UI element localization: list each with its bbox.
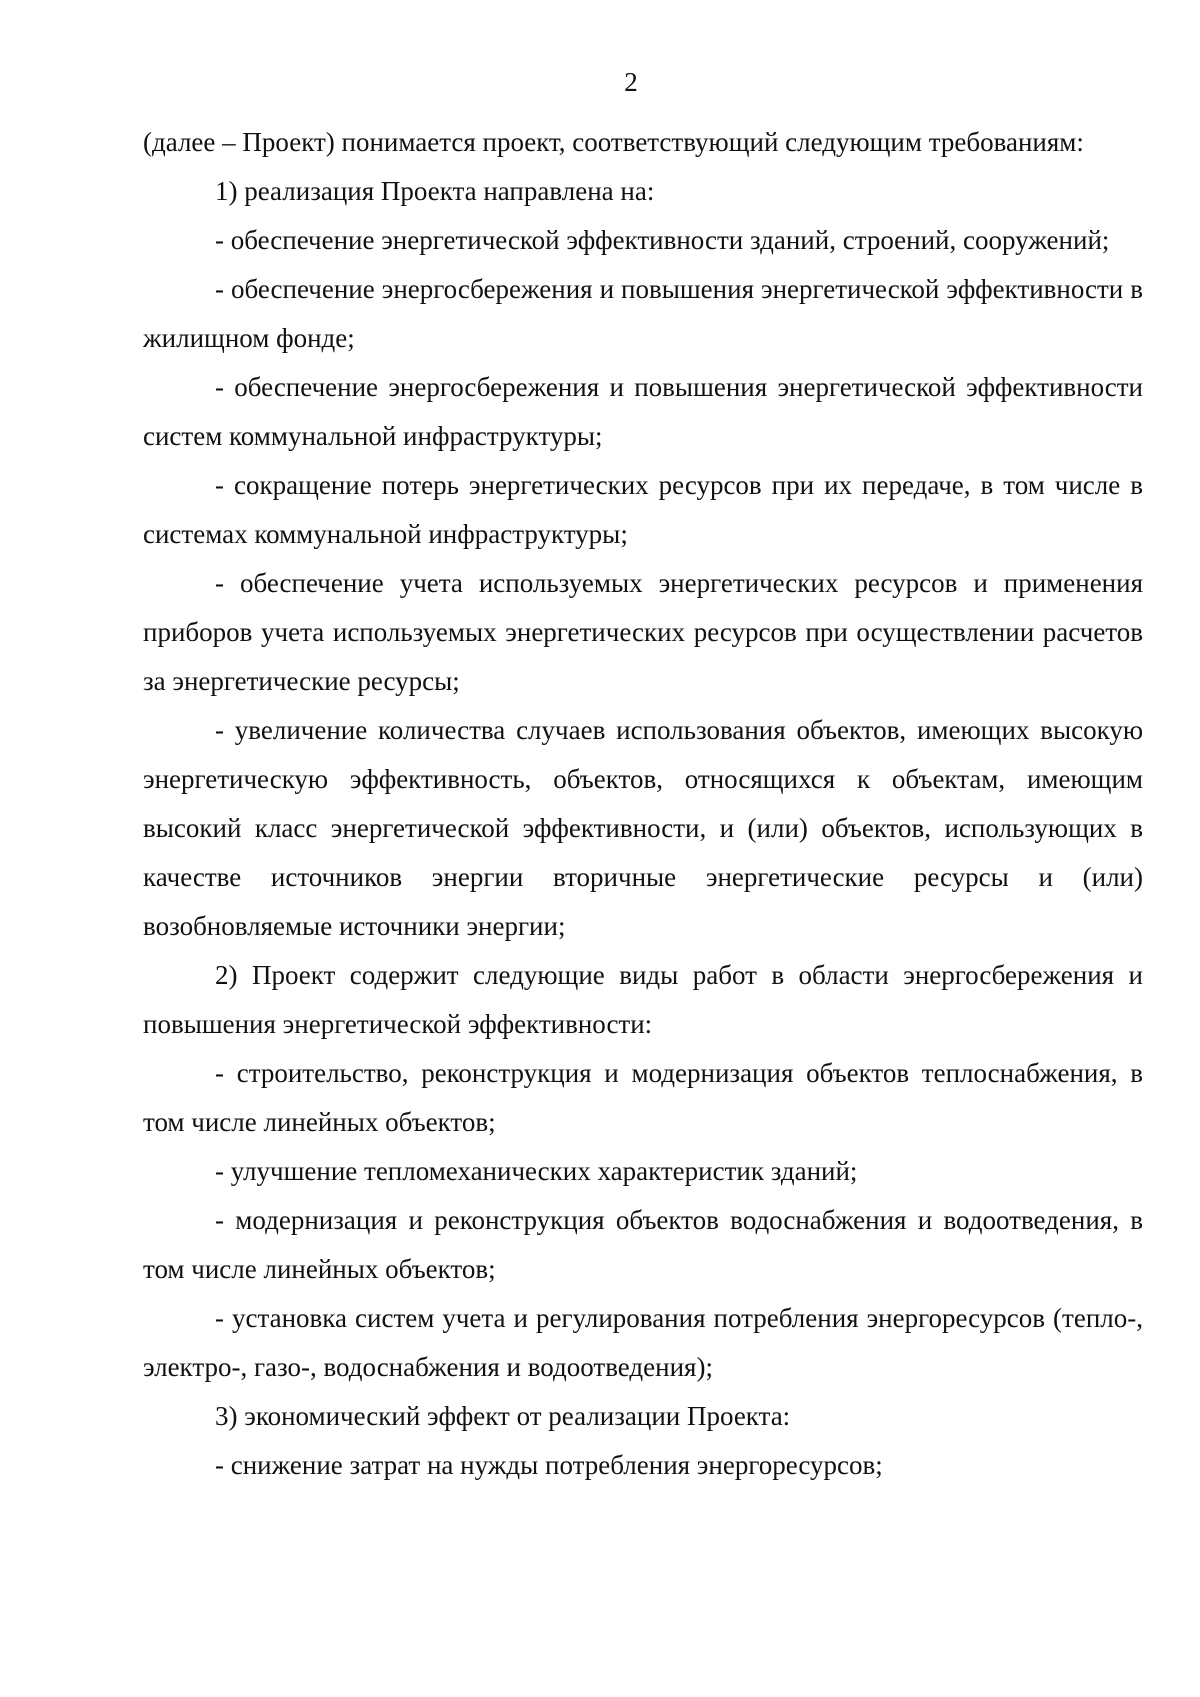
paragraph-item-3-heading: 3) экономический эффект от реализации Проекта: (215, 1401, 791, 1431)
paragraph-bullet: - обеспечение энергетической эффективности зданий, строений, сооружений; (215, 225, 1110, 255)
paragraph-bullet: - модернизация и реконструкция объектов водоснабжения и водоотведения, в том числе линейных объектов; (143, 1205, 1143, 1284)
paragraph-bullet: - установка систем учета и регулирования потребления энергоресурсов (тепло-, электро-, газо-, водоснабжения и водоотведения); (143, 1303, 1143, 1382)
page-number: 2 (624, 67, 638, 97)
paragraph-item-1-heading: 1) реализация Проекта направлена на: (215, 176, 655, 206)
paragraph-bullet: - обеспечение энергосбережения и повышения энергетической эффективности в жилищном фонде; (143, 274, 1143, 353)
paragraph-item-2-heading: 2) Проект содержит следующие виды работ в области энергосбережения и повышения энергетической эффективности: (143, 960, 1143, 1039)
paragraph-bullet: - снижение затрат на нужды потребления энергоресурсов; (215, 1450, 883, 1480)
paragraph-bullet: - сокращение потерь энергетических ресурсов при их передаче, в том числе в системах коммунальной инфраструктуры; (143, 470, 1143, 549)
paragraph-bullet: - обеспечение учета используемых энергетических ресурсов и применения приборов учета используемых энергетических ресурсов при осуществлении расчетов за энергетические ресурсы; (143, 568, 1143, 696)
paragraph-bullet: - обеспечение энергосбережения и повышения энергетической эффективности систем коммунальной инфраструктуры; (143, 372, 1143, 451)
document-body (143, 118, 1143, 1490)
paragraph-intro: (далее – Проект) понимается проект, соответствующий следующим требованиям: (143, 127, 1084, 157)
paragraph-bullet: - строительство, реконструкция и модернизация объектов теплоснабжения, в том числе линейных объектов; (143, 1058, 1143, 1137)
paragraph-bullet: - улучшение тепломеханических характеристик зданий; (215, 1156, 858, 1186)
paragraph-bullet: - увеличение количества случаев использования объектов, имеющих высокую энергетическую эффективность, объектов, относящихся к объектам, имеющим высокий класс энергетической эффективности, и (или) объектов, использующих в качестве источников энергии вторичные энергетические ресурсы и (или) возобновляемые источники энергии; (143, 715, 1143, 941)
